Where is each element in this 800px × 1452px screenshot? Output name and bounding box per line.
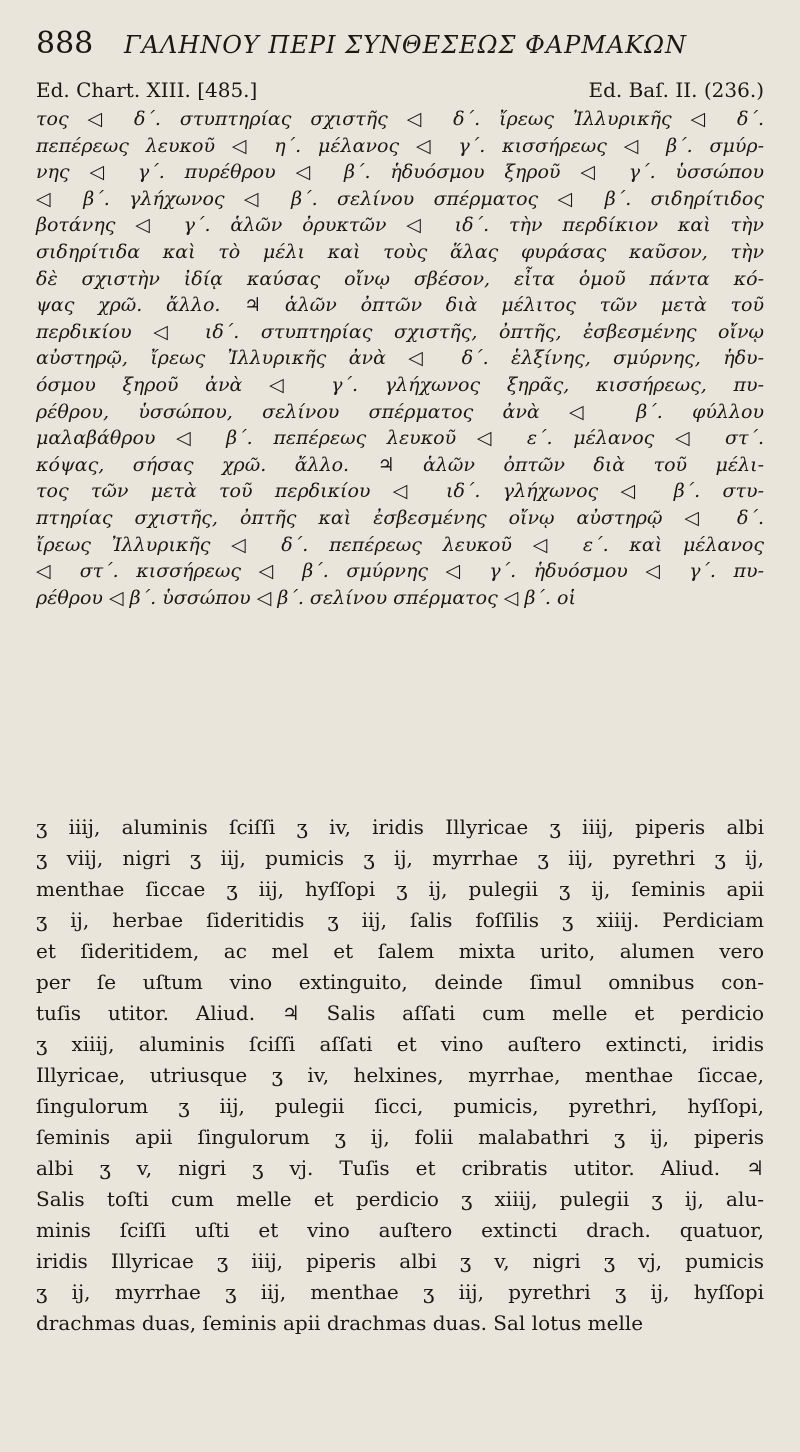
greek-text-line: τος ◁ δ΄. στυπτηρίας σχιστῆς ◁ δ΄. ἴρεως Ἰλλυρικῆς ◁ δ΄. bbox=[36, 108, 764, 130]
greek-text-line: ψας χρῶ. ἄλλο. ♃ ἁλῶν ὀπτῶν διὰ μέλιτος τῶν μετὰ τοῦ bbox=[36, 294, 764, 317]
greek-text-line: αὐστηρῷ, ἴρεως Ἰλλυρικῆς ἀνὰ ◁ δ΄. ἑλξίνης, σμύρνης, ἡδυ- bbox=[36, 347, 764, 370]
latin-text-line: ʒ iiij, aluminis ſciſſi ʒ iv, iridis Illyricae ʒ iiij, piperis albi bbox=[36, 815, 764, 839]
latin-text-line: tuſis utitor. Aliud. ♃ Salis aſſati cum melle et perdicio bbox=[36, 1001, 764, 1025]
greek-text-line: σιδηρίτιδα καὶ τὸ μέλι καὶ τοὺς ἅλας φυράσας καῦσον, τὴν bbox=[36, 240, 764, 263]
latin-text-line: iridis Illyricae ʒ iiij, piperis albi ʒ v, nigri ʒ vj, pumicis bbox=[36, 1249, 764, 1273]
edition-chartier: Ed. Chart. XIII. [485.] bbox=[36, 78, 258, 102]
greek-text-line: ◁ β΄. γλήχωνος ◁ β΄. σελίνου σπέρματος ◁ β΄. σιδηρίτιδος bbox=[36, 187, 764, 210]
greek-text-line: βοτάνης ◁ γ΄. ἁλῶν ὀρυκτῶν ◁ ιδ΄. τὴν περδίκιον καὶ τὴν bbox=[36, 214, 764, 237]
latin-text-line: ʒ viij, nigri ʒ iij, pumicis ʒ ij, myrrhae ʒ iij, pyrethri ʒ ij, bbox=[36, 846, 764, 870]
greek-text-line: όσμου ξηροῦ ἀνὰ ◁ γ΄. γλήχωνος ξηρᾶς, κισσήρεως, πυ- bbox=[36, 373, 764, 396]
page-number: 888 bbox=[36, 26, 94, 61]
latin-text-line: Illyricae, utriusque ʒ iv, helxines, myrrhae, menthae ſiccae, bbox=[36, 1063, 764, 1087]
latin-text-line: ʒ ij, herbae ſideritidis ʒ iij, ſalis foſſilis ʒ xiiij. Perdiciam bbox=[36, 908, 764, 932]
latin-text-line: drachmas duas, ſeminis apii drachmas duas. Sal lotus melle bbox=[36, 1311, 644, 1335]
greek-text-line: τος τῶν μετὰ τοῦ περδικίου ◁ ιδ΄. γλήχωνος ◁ β΄. στυ- bbox=[36, 480, 764, 503]
page-header bbox=[36, 26, 776, 66]
latin-text-line: menthae ſiccae ʒ iij, hyſſopi ʒ ij, pulegii ʒ ij, ſeminis apii bbox=[36, 877, 764, 901]
latin-text-line: ʒ ij, myrrhae ʒ iij, menthae ʒ iij, pyrethri ʒ ij, hyſſopi bbox=[36, 1280, 764, 1304]
greek-text-line: νης ◁ γ΄. πυρέθρου ◁ β΄. ἡδυόσμου ξηροῦ ◁ γ΄. ὑσσώπου bbox=[36, 161, 764, 184]
greek-text-line: πεπέρεως λευκοῦ ◁ η΄. μέλανος ◁ γ΄. κισσήρεως ◁ β΄. σμύρ- bbox=[36, 134, 764, 157]
greek-text-line: ρέθρου, ὑσσώπου, σελίνου σπέρματος ἀνὰ ◁ β΄. φύλλου bbox=[36, 400, 764, 423]
latin-text-line: albi ʒ v, nigri ʒ vj. Tuſis et cribratis utitor. Aliud. ♃ bbox=[36, 1156, 764, 1180]
latin-text-line: minis ſciſſi uſti et vino auſtero extincti drach. quatuor, bbox=[36, 1218, 764, 1242]
latin-text-line: et ſideritidem, ac mel et ſalem mixta urito, alumen vero bbox=[36, 939, 764, 963]
running-title: ΓΑΛΗΝΟΥ ΠΕΡΙ ΣΥΝΘΕΣΕΩΣ ΦΑΡΜΑΚΩΝ bbox=[124, 31, 687, 59]
latin-text-line: per ſe uſtum vino extinguito, deinde ſimul omnibus con- bbox=[36, 970, 764, 994]
edition-references bbox=[36, 78, 764, 104]
edition-basel: Ed. Baſ. II. (236.) bbox=[588, 78, 764, 102]
latin-text-line: Salis toſti cum melle et perdicio ʒ xiiij, pulegii ʒ ij, alu- bbox=[36, 1187, 764, 1211]
greek-text-block bbox=[36, 106, 764, 611]
latin-text-line: ʒ xiiij, aluminis ſciſſi aſſati et vino auſtero extincti, iridis bbox=[36, 1032, 764, 1056]
greek-text-line: ◁ στ΄. κισσήρεως ◁ β΄. σμύρνης ◁ γ΄. ἡδυόσμου ◁ γ΄. πυ- bbox=[36, 560, 764, 583]
greek-text-line: ἴρεως Ἰλλυρικῆς ◁ δ΄. πεπέρεως λευκοῦ ◁ ε΄. καὶ μέλανος bbox=[36, 533, 764, 556]
latin-text-line: ſingulorum ʒ iij, pulegii ſicci, pumicis, pyrethri, hyſſopi, bbox=[36, 1094, 764, 1118]
greek-text-line: κόψας, σήσας χρῶ. ἄλλο. ♃ ἁλῶν ὀπτῶν διὰ τοῦ μέλι- bbox=[36, 453, 764, 476]
greek-text-line: μαλαβάθρου ◁ β΄. πεπέρεως λευκοῦ ◁ ε΄. μέλανος ◁ στ΄. bbox=[36, 427, 764, 450]
greek-text-line: δὲ σχιστὴν ἰδίᾳ καύσας οἴνῳ σβέσον, εἶτα ὁμοῦ πάντα κό- bbox=[36, 267, 764, 290]
latin-text-block bbox=[36, 812, 764, 1339]
greek-text-line: πτηρίας σχιστῆς, ὀπτῆς καὶ ἐσβεσμένης οἴνῳ αὐστηρῷ ◁ δ΄. bbox=[36, 506, 764, 529]
greek-text-line: περδικίου ◁ ιδ΄. στυπτηρίας σχιστῆς, ὀπτῆς, ἐσβεσμένης οἴνῳ bbox=[36, 320, 764, 343]
latin-text-line: ſeminis apii ſingulorum ʒ ij, folii malabathri ʒ ij, piperis bbox=[36, 1125, 764, 1149]
greek-text-line: ρέθρου ◁ β΄. ὑσσώπου ◁ β΄. σελίνου σπέρματος ◁ β΄. οἱ bbox=[36, 586, 576, 609]
